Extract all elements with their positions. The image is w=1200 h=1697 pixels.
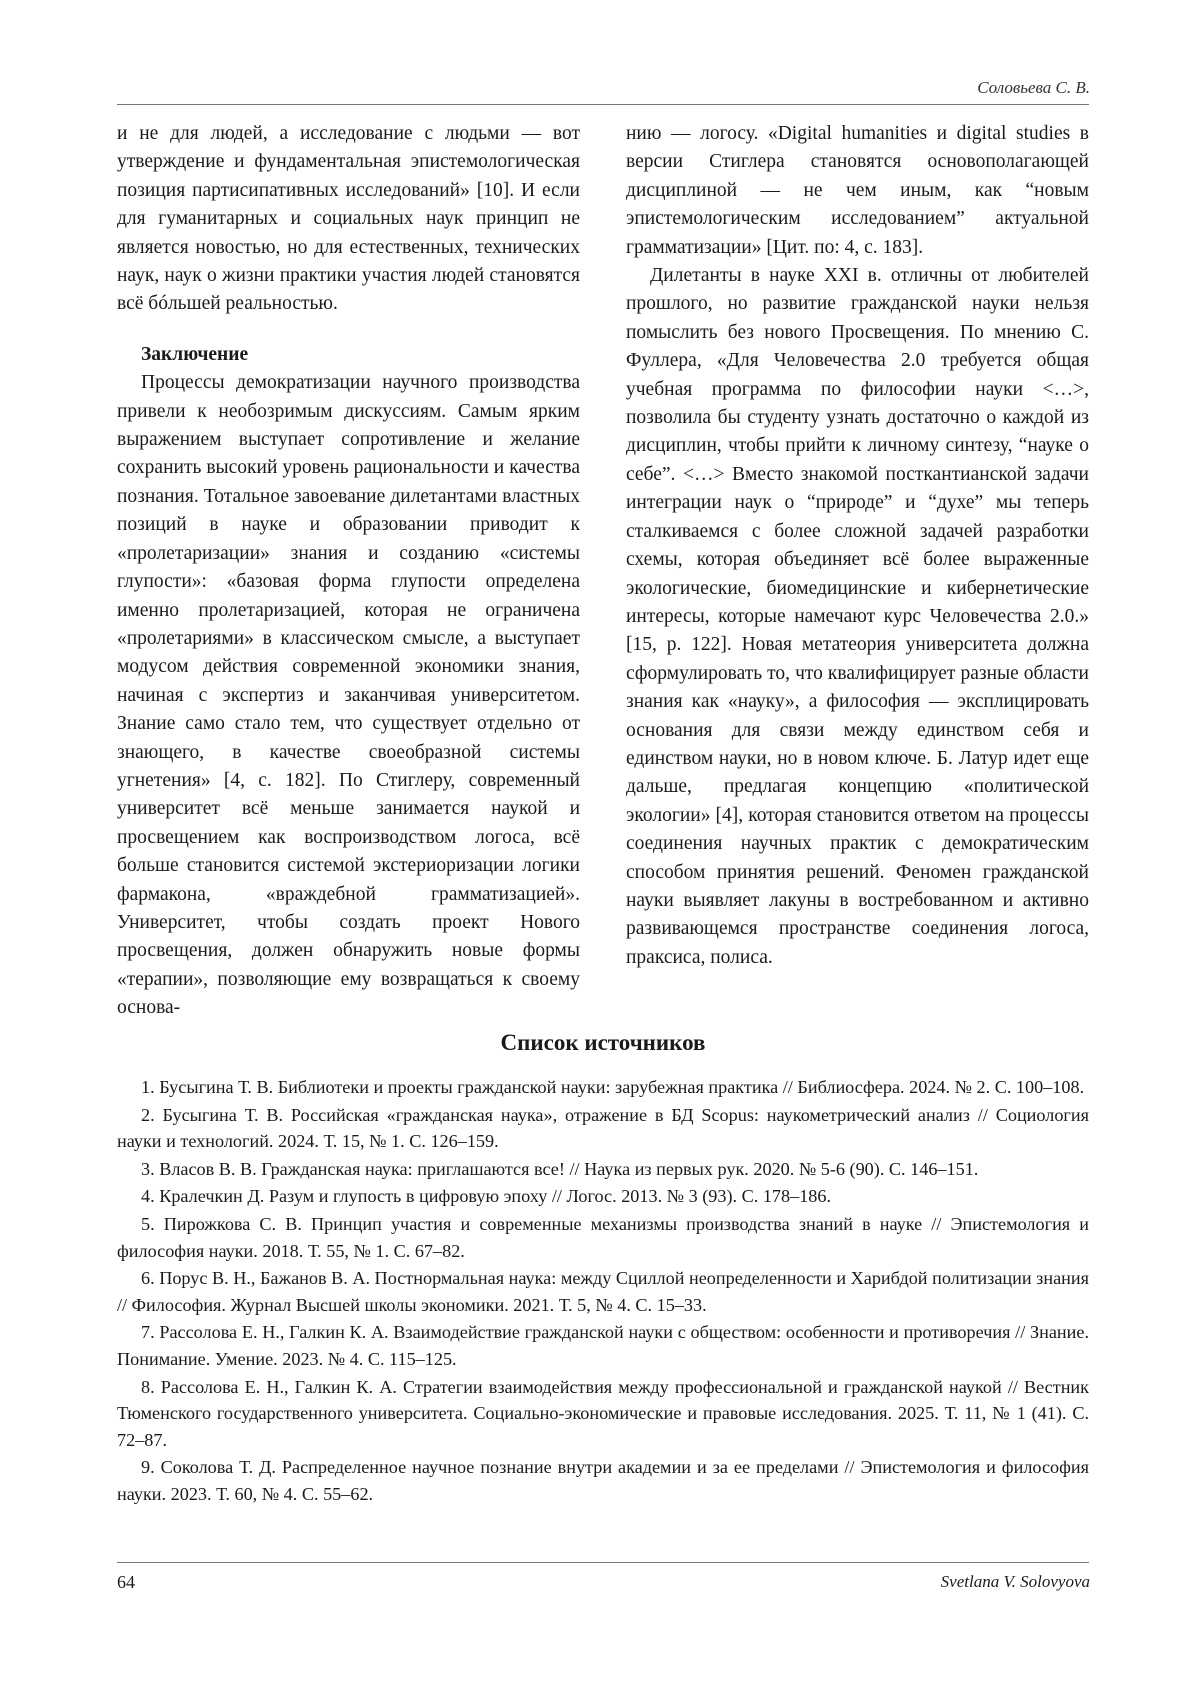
- body-columns: [117, 120, 1089, 1023]
- running-header-author: Соловьева С. В.: [977, 78, 1090, 97]
- page-number: 64: [117, 1572, 135, 1592]
- reference-item: 2. Бусыгина Т. В. Российская «гражданская наука», отражение в БД Scopus: наукометрический анализ // Социология науки и технологий. 2024. Т. 15, № 1. С. 126–159.: [117, 1104, 1089, 1152]
- reference-item: 9. Соколова Т. Д. Распределенное научное познание внутри академии и за ее пределами // Эпистемология и философия науки. 2023. Т. 60, № 4. С. 55–62.: [117, 1457, 1089, 1504]
- running-footer-author: Svetlana V. Solovyova: [940, 1572, 1090, 1591]
- reference-item: 3. Власов В. В. Гражданская наука: приглашаются все! // Наука из первых рук. 2020. № 5-6 (90). С. 146–151.: [141, 1158, 979, 1179]
- footer-divider: [117, 1562, 1089, 1563]
- reference-item: 5. Пирожкова С. В. Принцип участия и современные механизмы производства знаний в науке // Эпистемология и философия науки. 2018. Т. 55, № 1. С. 67–82.: [117, 1213, 1089, 1261]
- reference-item: 8. Рассолова Е. Н., Галкин К. А. Стратегии взаимодействия между профессиональной и гражданской наукой // Вестник Тюменского государственного университета. Социально-экономические и правовые исследования. 2025. Т. 11, № 1 (41). С. 72–87.: [117, 1376, 1089, 1450]
- right-column: [626, 120, 1089, 1023]
- left-column: [117, 120, 580, 1023]
- header-divider: [117, 104, 1089, 105]
- paragraph: и не для людей, а исследование с людьми — вот утверждение и фундаментальная эпистемологическая позиция партисипативных исследований» [10]. И если для гуманитарных и социальных наук принцип не является новостью, но для естественных, технических наук, наук о жизни практики участия людей становятся всё бóльшей реальностью.: [117, 123, 580, 315]
- paragraph: нию — логосу. «Digital humanities и digital studies в версии Стиглера становятся основополагающей дисциплиной — не чем иным, как “новым эпистемологическим исследованием” актуальной грамматизации» [Цит. по: 4, с. 183].: [626, 123, 1089, 258]
- references-list: [117, 1074, 1089, 1509]
- paragraph: Дилетанты в науке XXI в. отличны от любителей прошлого, но развитие гражданской науки нельзя помыслить без нового Просвещения. По мнению С. Фуллера, «Для Человечества 2.0 требуется общая учебная программа по философии науки <…>, позволила бы студенту узнать достаточно о каждой из дисциплин, чтобы прийти к личному синтезу, “науке о себе”. <…> Вместо знакомой посткантианской задачи интеграции наук о “природе” и “духе” мы теперь сталкиваемся с более сложной задачей разработки схемы, которая объединяет всё более выраженные экологические, биомедицинские и кибернетические интересы, которые намечают курс Человечества 2.0.» [15, p. 122]. Новая метатеория университета должна сформулировать то, что квалифицирует разные области знания как «науку», а философия — эксплицировать основания для связи между единством себя и единством науки, но в новом ключе. Б. Латур идет еще дальше, предлагая концепцию «политической экологии» [4], которая становится ответом на процессы соединения научных практик с демократическим способом принятия решений. Феномен гражданской науки выявляет лакуны в востребованном и активно развивающемся пространстве соединения логоса, праксиса, полиса.: [626, 265, 1089, 968]
- section-heading: Заключение: [141, 343, 249, 365]
- reference-item: 1. Бусыгина Т. В. Библиотеки и проекты гражданской науки: зарубежная практика // Библиосфера. 2024. № 2. С. 100–108.: [141, 1077, 1085, 1097]
- references-title: Список источников: [500, 1030, 706, 1055]
- reference-item: 6. Порус В. Н., Бажанов В. А. Постнормальная наука: между Сциллой неопределенности и Харибдой политизации знания // Философия. Журнал Высшей школы экономики. 2021. Т. 5, № 4. С. 15–33.: [117, 1268, 1089, 1315]
- paragraph: Процессы демократизации научного производства привели к необозримым дискуссиям. Самым ярким выражением выступает сопротивление и желание сохранить высокий уровень рациональности и качества познания. Тотальное завоевание дилетантами властных позиций в науке и образовании приводит к «пролетаризации» знания и созданию «системы глупости»: «базовая форма глупости определена именно пролетаризацией, которая не ограничена «пролетариями» в классическом смысле, а выступает модусом действия современной экономики знания, начиная с экспертиз и заканчивая университетом. Знание само стало тем, что существует отдельно от знающего, в качестве своеобразной системы угнетения» [4, с. 182]. По Стиглеру, современный университет всё меньше занимается наукой и просвещением как воспроизводством логоса, всё больше становится системой экстериоризации логики фармакона, «враждебной грамматизацией». Университет, чтобы создать проект Нового просвещения, должен обнаружить новые формы «терапии», позволяющие ему возвращаться к своему основа-: [117, 372, 580, 1019]
- reference-item: 4. Кралечкин Д. Разум и глупость в цифровую эпоху // Логос. 2013. № 3 (93). С. 178–186.: [141, 1186, 832, 1207]
- reference-item: 7. Рассолова Е. Н., Галкин К. А. Взаимодействие гражданской науки с обществом: особенности и противоречия // Знание. Понимание. Умение. 2023. № 4. С. 115–125.: [117, 1322, 1089, 1369]
